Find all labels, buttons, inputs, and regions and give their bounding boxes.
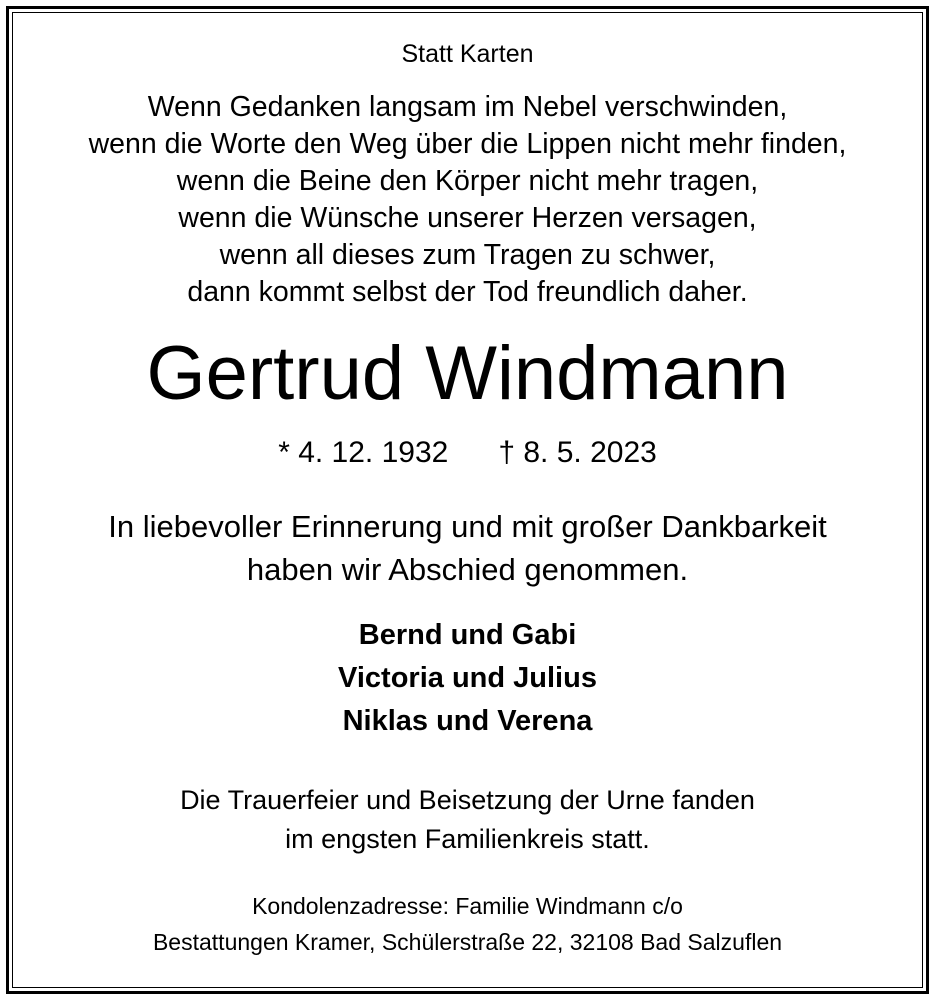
header-text: Statt Karten	[401, 40, 534, 68]
ceremony-line: im engsten Familienkreis statt.	[285, 824, 650, 854]
condolence-line: Kondolenzadresse: Familie Windmann c/o	[252, 893, 683, 919]
deceased-name: Gertrud Windmann	[146, 331, 789, 416]
family-member: Niklas und Verena	[342, 705, 593, 737]
ceremony-line: Die Trauerfeier und Beisetzung der Urne fanden	[180, 785, 755, 815]
life-dates	[12, 436, 923, 470]
condolence-line: Bestattungen Kramer, Schülerstraße 22, 32108 Bad Salzuflen	[152, 929, 783, 955]
family-member: Victoria und Julius	[338, 662, 597, 694]
farewell-line: In liebevoller Erinnerung und mit großer Dankbarkeit	[108, 509, 827, 544]
family-member: Bernd und Gabi	[358, 619, 577, 651]
farewell-line: haben wir Abschied genommen.	[246, 552, 689, 587]
poem-line: dann kommt selbst der Tod freundlich daher.	[187, 276, 748, 308]
birth-date: * 4. 12. 1932	[278, 436, 449, 469]
death-date: † 8. 5. 2023	[498, 436, 657, 469]
poem-line: Wenn Gedanken langsam im Nebel verschwinden,	[147, 91, 788, 123]
poem-line: wenn all dieses zum Tragen zu schwer,	[219, 239, 716, 271]
obituary-notice	[12, 12, 923, 988]
poem-line: wenn die Worte den Weg über die Lippen nicht mehr finden,	[88, 128, 847, 160]
poem-line: wenn die Beine den Körper nicht mehr tragen,	[176, 165, 759, 197]
poem-line: wenn die Wünsche unserer Herzen versagen,	[178, 202, 757, 234]
